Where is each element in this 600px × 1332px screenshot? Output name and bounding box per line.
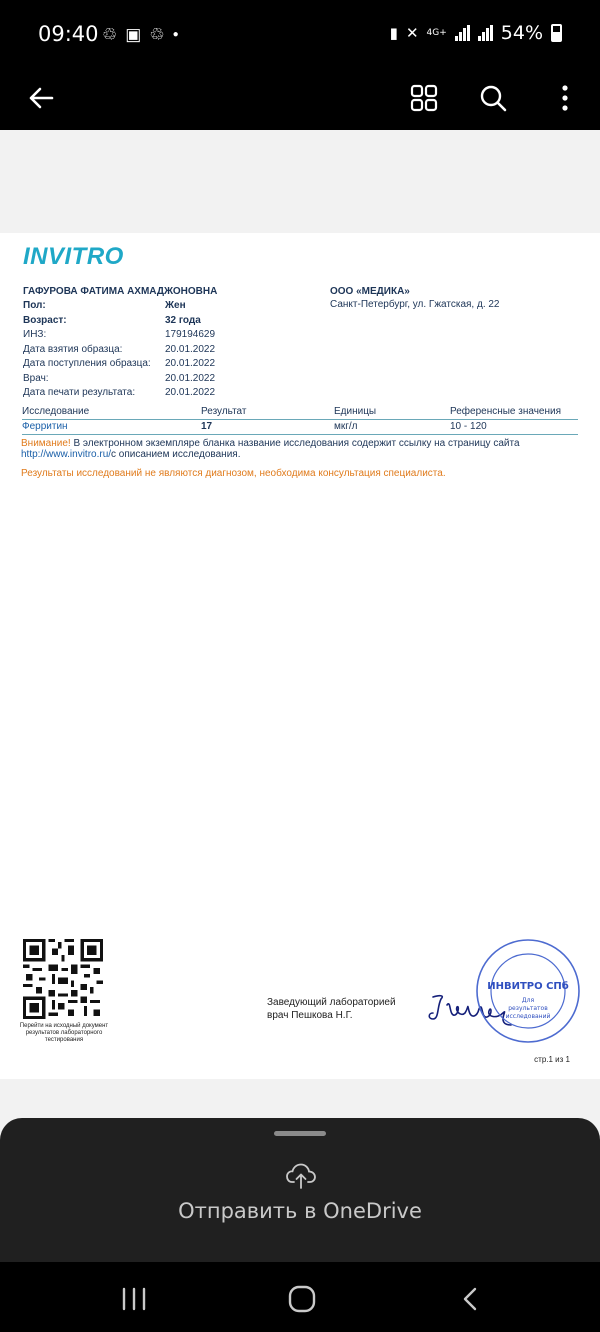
home-icon [288, 1285, 316, 1313]
cloud-upload-icon [286, 1162, 316, 1190]
back-button[interactable] [17, 74, 65, 122]
notice-warning: Внимание! [21, 438, 71, 449]
org-address: Санкт-Петербург, ул. Гжатская, д. 22 [330, 299, 500, 310]
field-row: Врач: 20.01.2022 [23, 372, 216, 384]
svg-text:Для: Для [521, 997, 535, 1004]
send-to-onedrive-label: Отправить в OneDrive [178, 1199, 422, 1223]
image-icon: ▣ [125, 25, 142, 44]
notice-link-suffix: с описанием исследования. [111, 449, 241, 460]
header-result: Результат [201, 406, 247, 417]
signatory-name: врач Пешкова Н.Г. [267, 1010, 353, 1021]
grid-icon [410, 84, 438, 112]
signal-icon [455, 25, 470, 41]
patient-info [23, 286, 323, 401]
grid-view-button[interactable] [400, 74, 448, 122]
field-row: Возраст: 32 года [23, 314, 201, 326]
svg-text:ИНВИТРО СПб: ИНВИТРО СПб [487, 981, 569, 992]
signatory-title: Заведующий лабораторией [267, 997, 396, 1008]
status-right [390, 22, 562, 44]
svg-text:исследований: исследований [505, 1013, 551, 1020]
recents-button[interactable] [114, 1279, 154, 1319]
header-reference: Референсные значения [450, 406, 562, 417]
patient-name: ГАФУРОВА ФАТИМА АХМАДЖОНОВНА [23, 286, 218, 297]
disclaimer: Результаты исследований не являются диагнозом, необходима консультация специалиста. [21, 468, 446, 479]
test-units: мкг/л [334, 421, 358, 432]
field-row: Дата поступления образца: 20.01.2022 [23, 358, 216, 369]
table-row [22, 421, 578, 435]
recents-icon [121, 1287, 147, 1311]
field-row: Пол: Жен [23, 300, 186, 311]
bottom-sheet [0, 1118, 600, 1262]
header-units: Единицы [334, 406, 377, 417]
notice-text: В электронном экземпляре бланка название исследования содержит ссылку на страницу сайта [70, 438, 520, 449]
test-name-link[interactable]: Ферритин [22, 421, 68, 432]
invitro-link[interactable]: http://www.invitro.ru/ [21, 449, 112, 460]
sync-icon: ♲ [149, 25, 165, 44]
test-result: 17 [201, 421, 213, 432]
sheet-handle[interactable] [274, 1131, 326, 1136]
more-vert-icon [561, 84, 569, 112]
qr-caption: Перейти на исходный документ результатов лабораторного тестирования [19, 1023, 109, 1043]
svg-text:результатов: результатов [508, 1005, 548, 1012]
lab-stamp [474, 935, 582, 1047]
navigation-bar [0, 1262, 600, 1332]
battery-saver-icon: ▮ [389, 24, 398, 42]
search-icon [479, 84, 507, 112]
qr-code[interactable] [23, 939, 103, 1019]
field-row: ИНЗ: 179194629 [23, 329, 216, 340]
network-type: 4G+ [426, 27, 447, 38]
field-row: Дата взятия образца: 20.01.2022 [23, 343, 216, 355]
send-to-onedrive-button[interactable] [0, 1156, 600, 1246]
arrow-left-icon [28, 85, 54, 111]
org-name: ООО «МЕДИКА» [330, 286, 410, 297]
notification-icons [102, 25, 179, 45]
header-test: Исследование [22, 406, 90, 417]
dot-icon: ● [172, 29, 179, 40]
back-nav-button[interactable] [450, 1279, 490, 1319]
status-bar [0, 0, 600, 66]
invitro-logo: INVITRO [23, 243, 124, 270]
sync-icon: ♲ [102, 25, 118, 44]
more-options-button[interactable] [541, 74, 589, 122]
status-time: 09:40 [38, 22, 99, 46]
home-button[interactable] [282, 1279, 322, 1319]
page-number: стр.1 из 1 [534, 1055, 570, 1064]
results-header [22, 406, 578, 420]
notice [21, 438, 581, 460]
mute-icon: ✕ [405, 24, 419, 42]
battery-percent: 54% [500, 22, 543, 44]
signal-icon [478, 25, 493, 41]
test-reference: 10 - 120 [450, 421, 487, 432]
document-page[interactable] [0, 233, 600, 1079]
battery-icon [551, 24, 562, 42]
app-bar [0, 66, 600, 130]
back-chevron-icon [461, 1286, 479, 1312]
signatory [267, 996, 396, 1022]
search-button[interactable] [469, 74, 517, 122]
organization-info [330, 286, 500, 310]
field-row: Дата печати результата: 20.01.2022 [23, 387, 216, 398]
